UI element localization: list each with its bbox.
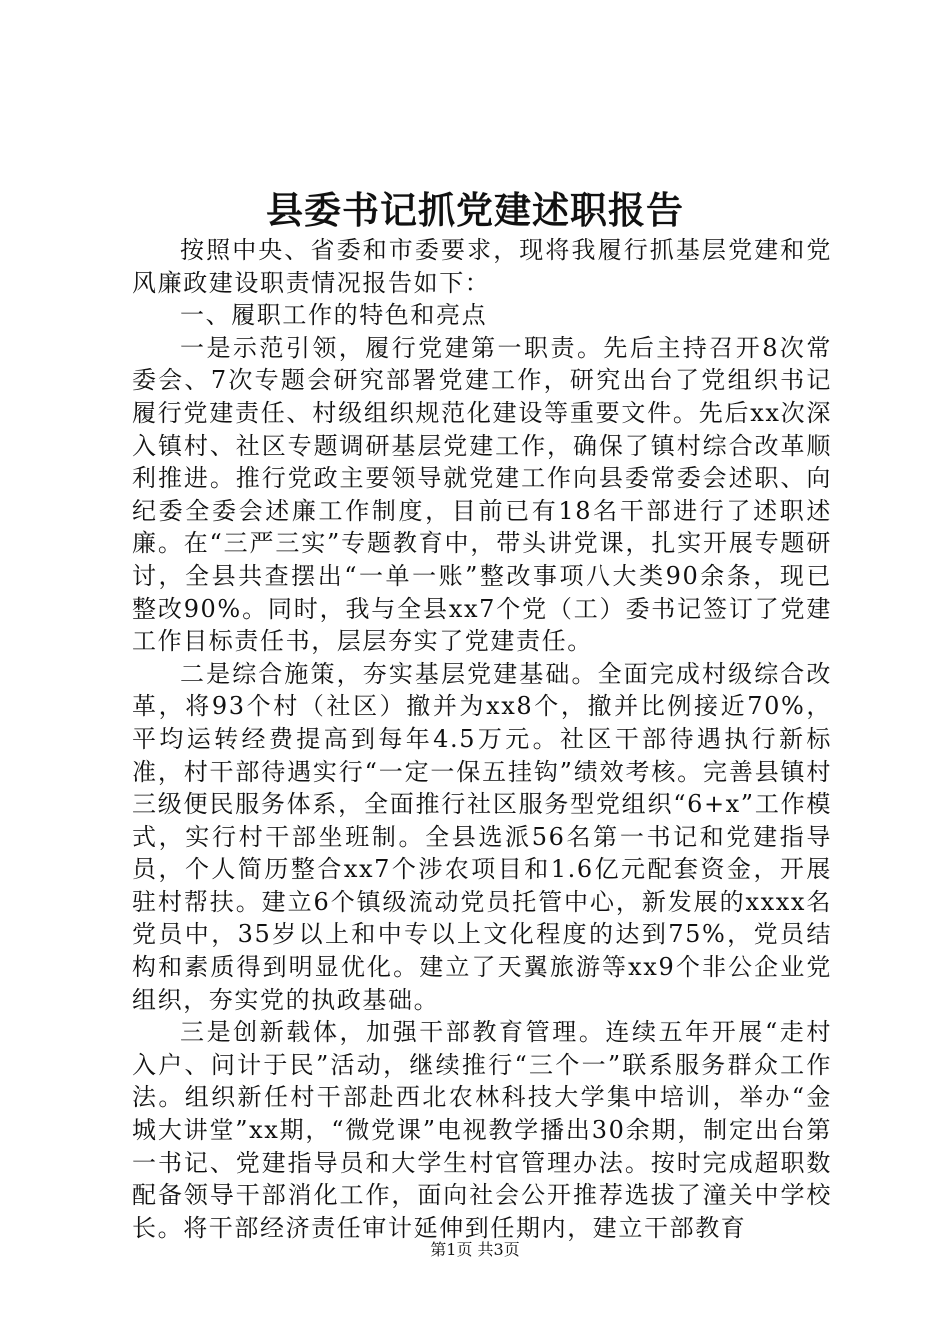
section-heading: 一、履职工作的特色和亮点 [180,301,488,330]
paragraph-point-three: 三是创新载体，加强干部教育管理。连续五年开展“走村入户、问计于民”活动，继续推行“三个一”联系服务群众工作法。组织新任村干部赴西北农林科技大学集中培训，举办“金城大讲堂”xx期，“微党课”电视教学播出30余期，制定出台第一书记、党建指导员和大学生村官管理办法。按时完成超职数配备领导干部消化工作，面向社会公开推荐选拔了潼关中学校长。将干部经济责任审计延伸到任期内，建立干部教育 [132,1018,832,1242]
paragraph-point-one: 一是示范引领，履行党建第一职责。先后主持召开8次常委会、7次专题会研究部署党建工作，研究出台了党组织书记履行党建责任、村级组织规范化建设等重要文件。先后xx次深入镇村、社区专题调研基层党建工作，确保了镇村综合改革顺利推进。推行党政主要领导就党建工作向县委常委会述职、向纪委全委会述廉工作制度，目前已有18名干部进行了述职述廉。在“三严三实”专题教育中，带头讲党课，扎实开展专题研讨，全县共查摆出“一单一账”整改事项八大类90余条，现已整改90%。同时，我与全县xx7个党（工）委书记签订了党建工作目标责任书，层层夯实了党建责任。 [132,333,832,656]
page-footer: 第1页 共3页 [430,1240,520,1259]
paragraph-intro: 按照中央、省委和市委要求，现将我履行抓基层党建和党风廉政建设职责情况报告如下： [132,236,832,297]
document-title: 县委书记抓党建述职报告 [266,188,684,232]
document-body [132,234,832,1244]
paragraph-point-two: 二是综合施策，夯实基层党建基础。全面完成村级综合改革，将93个村（社区）撤并为xx8个，撤并比例接近70%，平均运转经费提高到每年4.5万元。社区干部待遇执行新标准，村干部待遇实行“一定一保五挂钩”绩效考核。完善县镇村三级便民服务体系，全面推行社区服务型党组织“6+x”工作模式，实行村干部坐班制。全县选派56名第一书记和党建指导员，个人简历整合xx7个涉农项目和1.6亿元配套资金，开展驻村帮扶。建立6个镇级流动党员托管中心，新发展的xxxx名党员中，35岁以上和中专以上文化程度的达到75%，党员结构和素质得到明显优化。建立了天翼旅游等xx9个非公企业党组织，夯实党的执政基础。 [132,659,832,1014]
